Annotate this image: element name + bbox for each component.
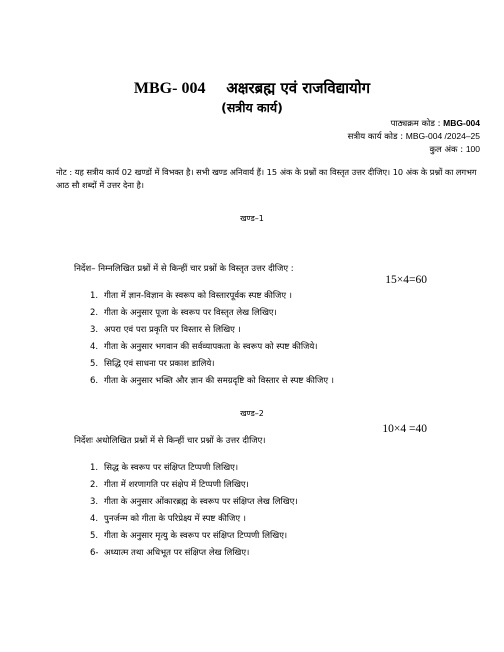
course-code-label: पाठ्यक्रम कोड :	[390, 119, 441, 129]
question-number: 3.	[90, 497, 99, 507]
question-number: 5.	[90, 359, 99, 369]
section-1-question-list	[90, 288, 334, 390]
section-2-question-list	[90, 460, 298, 562]
instructions-note: नोट : यह सत्रीय कार्य 02 खण्डों में विभक्त है। सभी खण्ड अनिवार्य हैं। 15 अंक के प्रश्नों का विस्तृत उत्तर दीजिए। 10 अंक के प्रश्नों का लगभग आठ सौ शब्दों में उत्तर देना है।	[56, 167, 477, 190]
question-number: 2.	[90, 308, 99, 318]
question-text: अध्यात्म तथा अधिभूत पर संक्षिप्त लेख लिखिए।	[104, 548, 250, 558]
question-text: सिद्ध के स्वरूप पर संक्षिप्त टिप्पणी लिखिए।	[104, 463, 239, 473]
question-number: 5.	[90, 531, 99, 541]
question-number: 1.	[90, 291, 99, 301]
question-number: 2.	[90, 480, 99, 490]
course-code-line	[391, 118, 480, 129]
question-item	[90, 288, 334, 305]
assignment-code-label: सत्रीय कार्य कोड :	[347, 132, 404, 142]
question-number: 4.	[90, 514, 99, 524]
total-marks-value: 100	[465, 144, 480, 154]
section-2-instruction: निर्देशः अधोलिखित प्रश्नों में से किन्हीं चार प्रश्नों के उत्तर दीजिए।	[74, 436, 266, 446]
question-text: गीता के अनुसार मृत्यु के स्वरूप पर संक्षिप्त टिप्पणी लिखिए।	[104, 531, 288, 541]
question-item	[90, 494, 298, 511]
question-item	[90, 356, 334, 373]
document-title	[0, 78, 504, 98]
section-1-marks: 15×4=60	[385, 274, 427, 286]
section-2-marks: 10×4 =40	[382, 423, 427, 435]
question-text: गीता के अनुसार भक्ति और ज्ञान की समग्रदृष्टि को विस्तार से स्पष्ट कीजिए ।	[104, 376, 334, 386]
course-code: MBG- 004	[133, 80, 206, 97]
course-title: अक्षरब्रह्म एवं राजविद्यायोग	[226, 79, 371, 97]
document-subtitle: (सत्रीय कार्य)	[221, 100, 283, 115]
question-item	[90, 373, 334, 390]
question-item	[90, 339, 334, 356]
course-code-value: MBG-004	[443, 118, 480, 128]
assignment-code-value: MBG-004 /2024–25	[405, 131, 480, 141]
question-number: 3.	[90, 325, 99, 335]
section-1-heading: खण्ड–1	[240, 214, 264, 223]
section-1-instruction: निर्देश– निम्नलिखित प्रश्नों में से किन्हीं चार प्रश्नों के विस्तृत उत्तर दीजिए :	[74, 264, 294, 274]
question-item	[90, 305, 334, 322]
question-number: 6.	[90, 376, 99, 386]
question-text: गीता में ज्ञान-विज्ञान के स्वरूप को विस्तारपूर्वक स्पष्ट कीजिए ।	[104, 291, 292, 301]
question-text: गीता के अनुसार भगवान की सर्वव्यापकता के स्वरूप को स्पष्ट कीजिये।	[104, 342, 318, 352]
question-item	[90, 528, 298, 545]
question-text: पुनर्जन्म को गीता के परिप्रेक्ष्य में स्पष्ट कीजिए ।	[104, 514, 246, 524]
question-text: सिद्धि एवं साधना पर प्रकाश डालिये।	[104, 359, 215, 369]
total-marks-label: कुल अंक :	[429, 145, 464, 155]
question-item	[90, 460, 298, 477]
question-item	[90, 545, 298, 562]
question-number: 6-	[90, 548, 99, 558]
section-2-heading: खण्ड–2	[240, 409, 264, 418]
question-item	[90, 511, 298, 528]
question-number: 1.	[90, 463, 99, 473]
total-marks-line	[430, 144, 480, 155]
question-text: गीता के अनुसार ओंकारब्रह्म के स्वरूप पर संक्षिप्त लेख लिखिए।	[104, 497, 298, 507]
question-text: गीता में शरणागति पर संक्षेप में टिप्पणी लिखिए।	[104, 480, 249, 490]
question-text: अपरा एवं परा प्रकृति पर विस्तार से लिखिए ।	[104, 325, 241, 335]
assignment-code-line	[348, 131, 480, 142]
question-number: 4.	[90, 342, 99, 352]
question-item	[90, 477, 298, 494]
question-text: गीता के अनुसार पूजा के स्वरूप पर विस्तृत लेख लिखिए।	[104, 308, 277, 318]
question-item	[90, 322, 334, 339]
